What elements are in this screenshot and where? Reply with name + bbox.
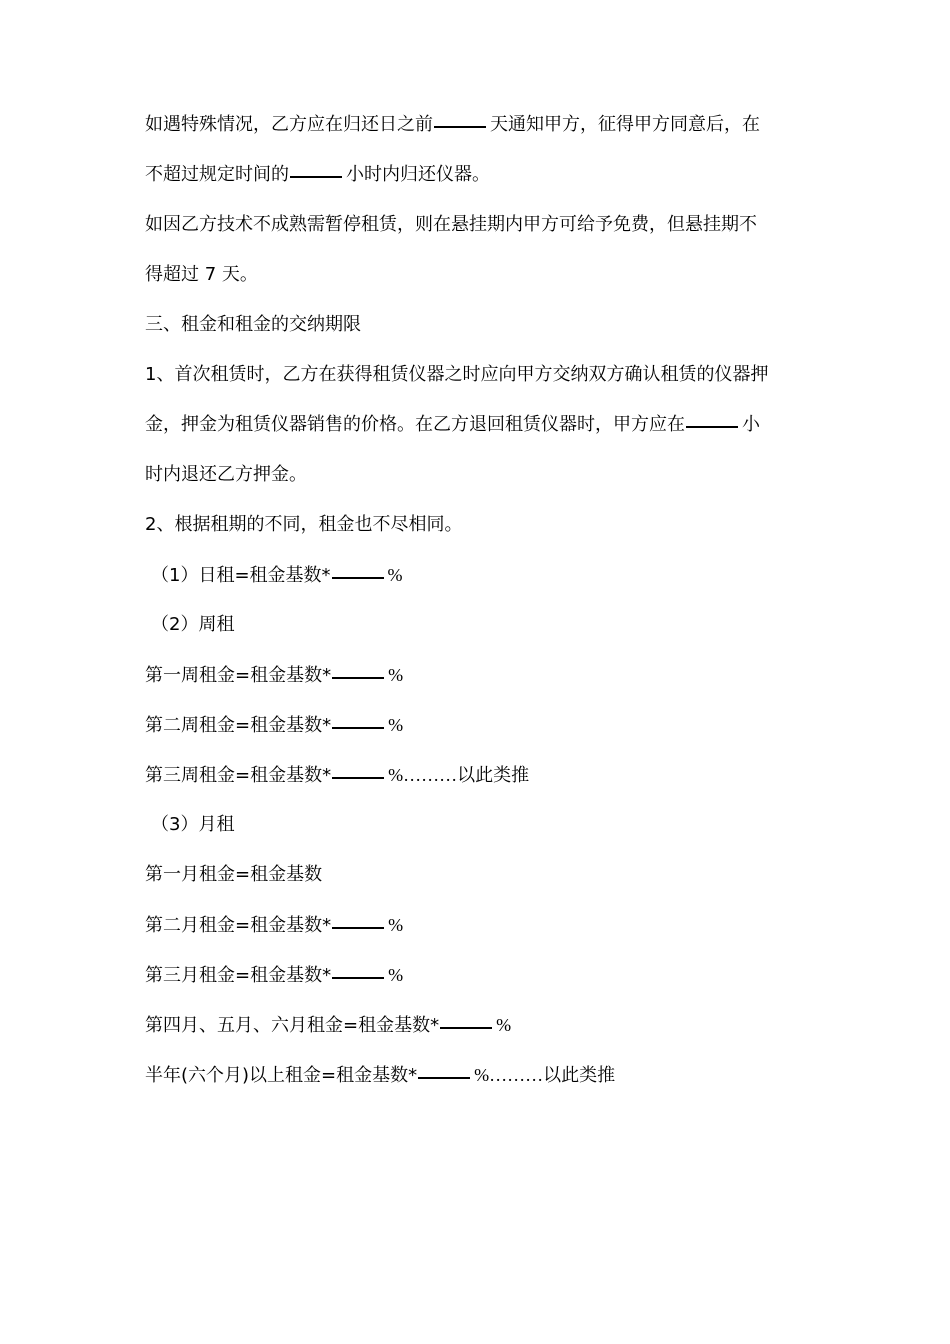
weekly-rent-heading: （2）周租 bbox=[151, 614, 235, 635]
paragraph-suspension-cont: 得超过 7 天。 bbox=[145, 264, 258, 285]
clause-1-deposit-end: 时内退还乙方押金。 bbox=[145, 464, 307, 485]
week-2-rent bbox=[145, 700, 810, 750]
paragraph-special-case-cont bbox=[145, 150, 810, 200]
fill-blank-percent bbox=[332, 677, 384, 679]
fill-blank-hours bbox=[290, 176, 342, 178]
fill-blank-days bbox=[434, 126, 486, 128]
text: 第三月租金=租金基数* bbox=[145, 965, 332, 986]
text: 不超过规定时间的 bbox=[145, 164, 289, 185]
week-3-rent bbox=[145, 750, 810, 800]
clause-1-deposit-cont bbox=[145, 400, 810, 450]
clause-2-rent-varies: 2、根据租期的不同，租金也不尽相同。 bbox=[145, 514, 463, 535]
half-year-rent bbox=[145, 1050, 810, 1100]
clause-1-deposit: 1、首次租赁时，乙方在获得租赁仪器之时应向甲方交纳双方确认租赁的仪器押 bbox=[145, 364, 769, 385]
paragraph-suspension: 如因乙方技术不成熟需暂停租赁，则在悬挂期内甲方可给予免费，但悬挂期不 bbox=[145, 214, 757, 235]
text: 天通知甲方，征得甲方同意后，在 bbox=[490, 114, 760, 135]
percent-text: % bbox=[387, 565, 403, 585]
text: 第二月租金=租金基数* bbox=[145, 915, 332, 936]
fill-blank-refund-hours bbox=[686, 426, 738, 428]
daily-rent bbox=[145, 550, 810, 600]
text: 第一周租金=租金基数* bbox=[145, 665, 332, 686]
fill-blank-percent bbox=[332, 777, 384, 779]
fill-blank-percent bbox=[332, 577, 384, 579]
fill-blank-percent bbox=[332, 927, 384, 929]
text: 第三周租金=租金基数* bbox=[145, 765, 332, 786]
fill-blank-percent bbox=[332, 727, 384, 729]
text: 第二周租金=租金基数* bbox=[145, 715, 332, 736]
percent-text: % bbox=[388, 715, 404, 735]
document-page bbox=[145, 100, 810, 1100]
fill-blank-percent bbox=[332, 977, 384, 979]
percent-text: %………以此类推 bbox=[388, 765, 530, 785]
month-3-rent bbox=[145, 950, 810, 1000]
fill-blank-percent bbox=[440, 1027, 492, 1029]
week-1-rent bbox=[145, 650, 810, 700]
text: 第四月、五月、六月租金=租金基数* bbox=[145, 1015, 440, 1036]
month-1-rent: 第一月租金=租金基数 bbox=[145, 864, 323, 885]
text: 如遇特殊情况，乙方应在归还日之前 bbox=[145, 114, 433, 135]
month-2-rent bbox=[145, 900, 810, 950]
text: 半年(六个月)以上租金=租金基数* bbox=[145, 1065, 418, 1086]
fill-blank-percent bbox=[418, 1077, 470, 1079]
text: 小时内归还仪器。 bbox=[346, 164, 490, 185]
paragraph-special-case bbox=[145, 100, 810, 150]
percent-text: % bbox=[388, 915, 404, 935]
text: 小 bbox=[742, 414, 760, 435]
percent-text: % bbox=[496, 1015, 512, 1035]
section-heading-rent: 三、租金和租金的交纳期限 bbox=[145, 314, 361, 335]
text: （1）日租=租金基数* bbox=[151, 565, 331, 586]
monthly-rent-heading: （3）月租 bbox=[151, 814, 235, 835]
month-4-6-rent bbox=[145, 1000, 810, 1050]
percent-text: % bbox=[388, 965, 404, 985]
percent-text: %………以此类推 bbox=[474, 1065, 616, 1085]
percent-text: % bbox=[388, 665, 404, 685]
text: 金，押金为租赁仪器销售的价格。在乙方退回租赁仪器时，甲方应在 bbox=[145, 414, 685, 435]
